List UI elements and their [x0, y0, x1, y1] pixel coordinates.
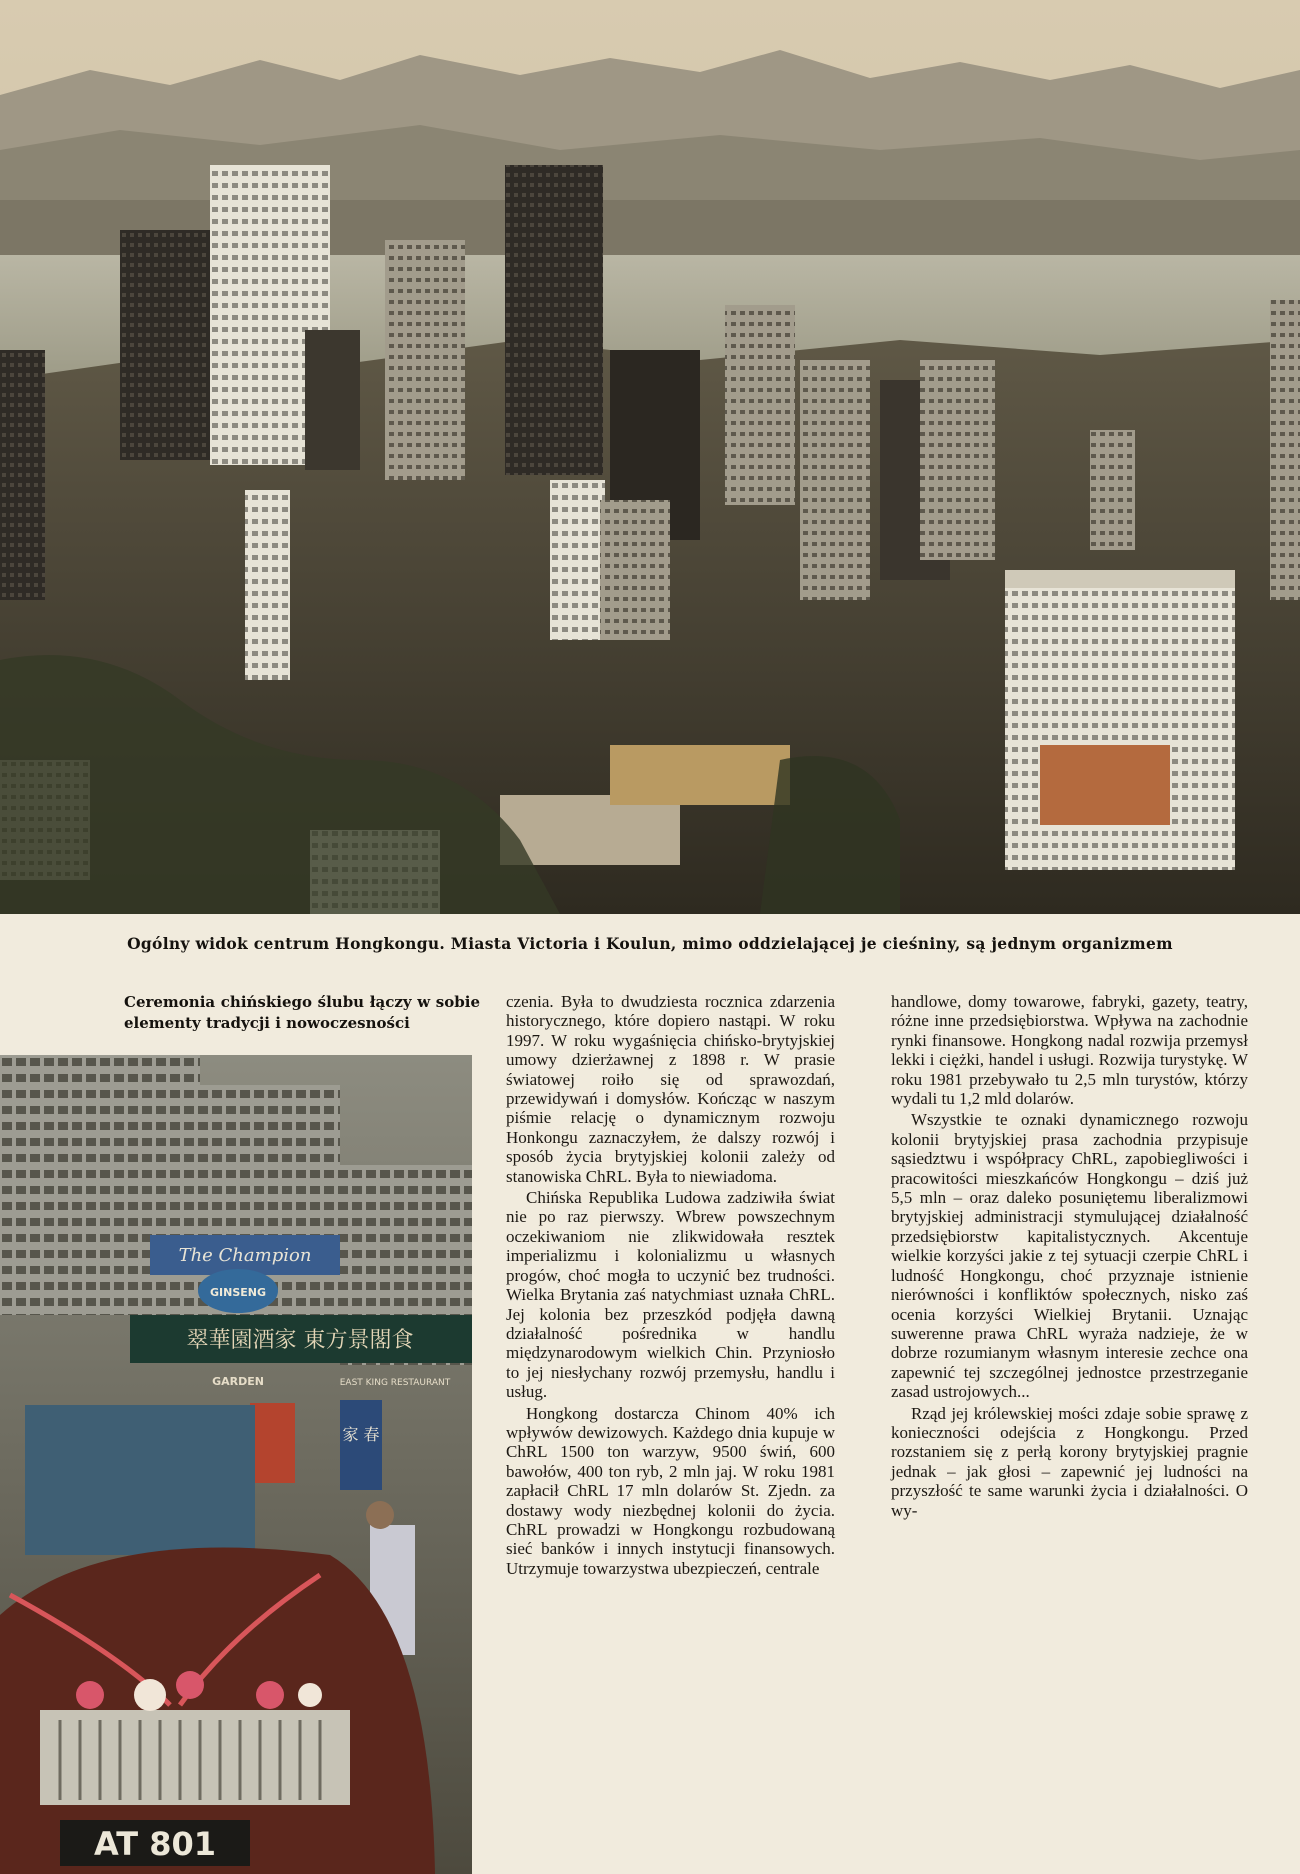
wedding-street-photo: [0, 1055, 472, 1874]
column-1-paragraph-1: czenia. Była to dwudziesta rocznica zdarzenia historycznego, które dopiero nastąpi. W roku 1997. W roku wygaśnięcia chińsko-brytyjskiej umowy dzierżawnej z 1898 r. W prasie światowej roiło się od sprawozdań, przewidywań i domysłów. Kończąc w naszym piśmie relację o dynamicznym rozwoju Honkongu zaznaczyłem, że dalszy rozwój i sposób życia brytyjskiej kolonii zależy od stanowiska ChRL. Była to niewiadoma.: [506, 992, 835, 1186]
column-2-paragraph-1: handlowe, domy towarowe, fabryki, gazety, teatry, różne inne przedsiębiorstwa. Wpływa na zachodnie rynki finansowe. Hongkong nadal rozwija przemysł lekki i ciężki, handel i usługi. Rozwija turystykę. W roku 1981 przebywało tu 2,5 mln turystów, którzy wydali tu 1,2 mld dolarów.: [891, 992, 1248, 1109]
column-1-paragraph-3: Hongkong dostarcza Chinom 40% ich wpływów dewizowych. Każdego dnia kupuje w ChRL 1500 ton warzyw, 9500 świń, 600 bawołów, 400 ton ryb, 2 mln jaj. W roku 1981 zapłacił ChRL 17 mln dolarów St. Zjedn. za dostawy wody niezbędnej kolonii do życia. ChRL prowadzi w Hongkongu rozbudowaną sieć banków i innych instytucji finansowych. Utrzymuje towarzystwa ubezpieczeń, centrale: [506, 1403, 835, 1578]
main-photo-caption: Ogólny widok centrum Hongkongu. Miasta Victoria i Koulun, mimo oddzielającej je cieśniny, są jednym organizmem: [127, 934, 1173, 953]
column-2-paragraph-2: Wszystkie te oznaki dynamicznego rozwoju kolonii brytyjskiej prasa zachodnia przypisuje sąsiedztwu i współpracy ChRL, zapobiegliwości i pracowitości mieszkańców Hongkongu – dziś już 5,5 mln – oraz daleko posuniętemu liberalizmowi brytyjskiej administracji stymulującej działalność przedsiębiorstw kapitalistycznych. Akcentuje wielkie korzyści jakie z tej sytuacji czerpie ChRL i ludność Hongkongu, choć przyznaje istnienie nierówności i konfliktów społecznych, nisko zaś ocenia korzyści Wielkiej Brytanii. Uznając suwerenne prawa ChRL wyraża nadzieje, że w dobrze rozumianym własnym interesie zechce ona zapewnić tej szczególnej jednostce przestrzeganie zasad ustrojowych...: [891, 1110, 1248, 1402]
license-plate-text: AT 801: [93, 1825, 217, 1863]
ginseng-sign-text: GINSENG: [210, 1286, 266, 1299]
article-column-1: [506, 992, 835, 1580]
vertical-sign-text: 家 春: [342, 1425, 380, 1444]
hongkong-skyline-photo: [0, 0, 1300, 914]
column-1-paragraph-2: Chińska Republika Ludowa zadziwiła świat nie po raz pierwszy. Wbrew powszechnym oczekiwaniom nie zlikwidowała resztek imperializmu i kolonializmu u własnych progów, choć mogła to uczynić bez trudności. Wielka Brytania zaś natychmiast uznała ChRL. Jej kolonia bez przeszkód podjęła dawną działalność pośrednika w handlu międzynarodowym wielkich Chin. Przyniosło to jej niesłychany rozwój przemysłu, handlu i usług.: [506, 1188, 835, 1402]
column-2-paragraph-3: Rząd jej królewskiej mości zdaje sobie sprawę z konieczności odejścia z Hongkongu. Przed rozstaniem się z perłą korony brytyjskiej pragnie jednak – jak głosi – zapewnić jej ludności na przyszłość te same warunki życia i działalności. O wy-: [891, 1403, 1248, 1520]
east-king-sign-text: EAST KING RESTAURANT: [339, 1378, 451, 1388]
street-illustration: [0, 1055, 472, 1874]
skyline-illustration: [0, 0, 1300, 914]
chinese-sign-text: 翠華園酒家 東方景閣食: [186, 1328, 414, 1353]
wedding-photo-caption: Ceremonia chińskiego ślubu łączy w sobie elementy tradycji i nowoczesności: [124, 993, 480, 1032]
garden-sign-text: GARDEN: [212, 1375, 264, 1388]
article-column-2: [891, 992, 1248, 1522]
vertical-sign: [340, 1400, 382, 1490]
champion-sign-text: The Champion: [178, 1245, 312, 1266]
